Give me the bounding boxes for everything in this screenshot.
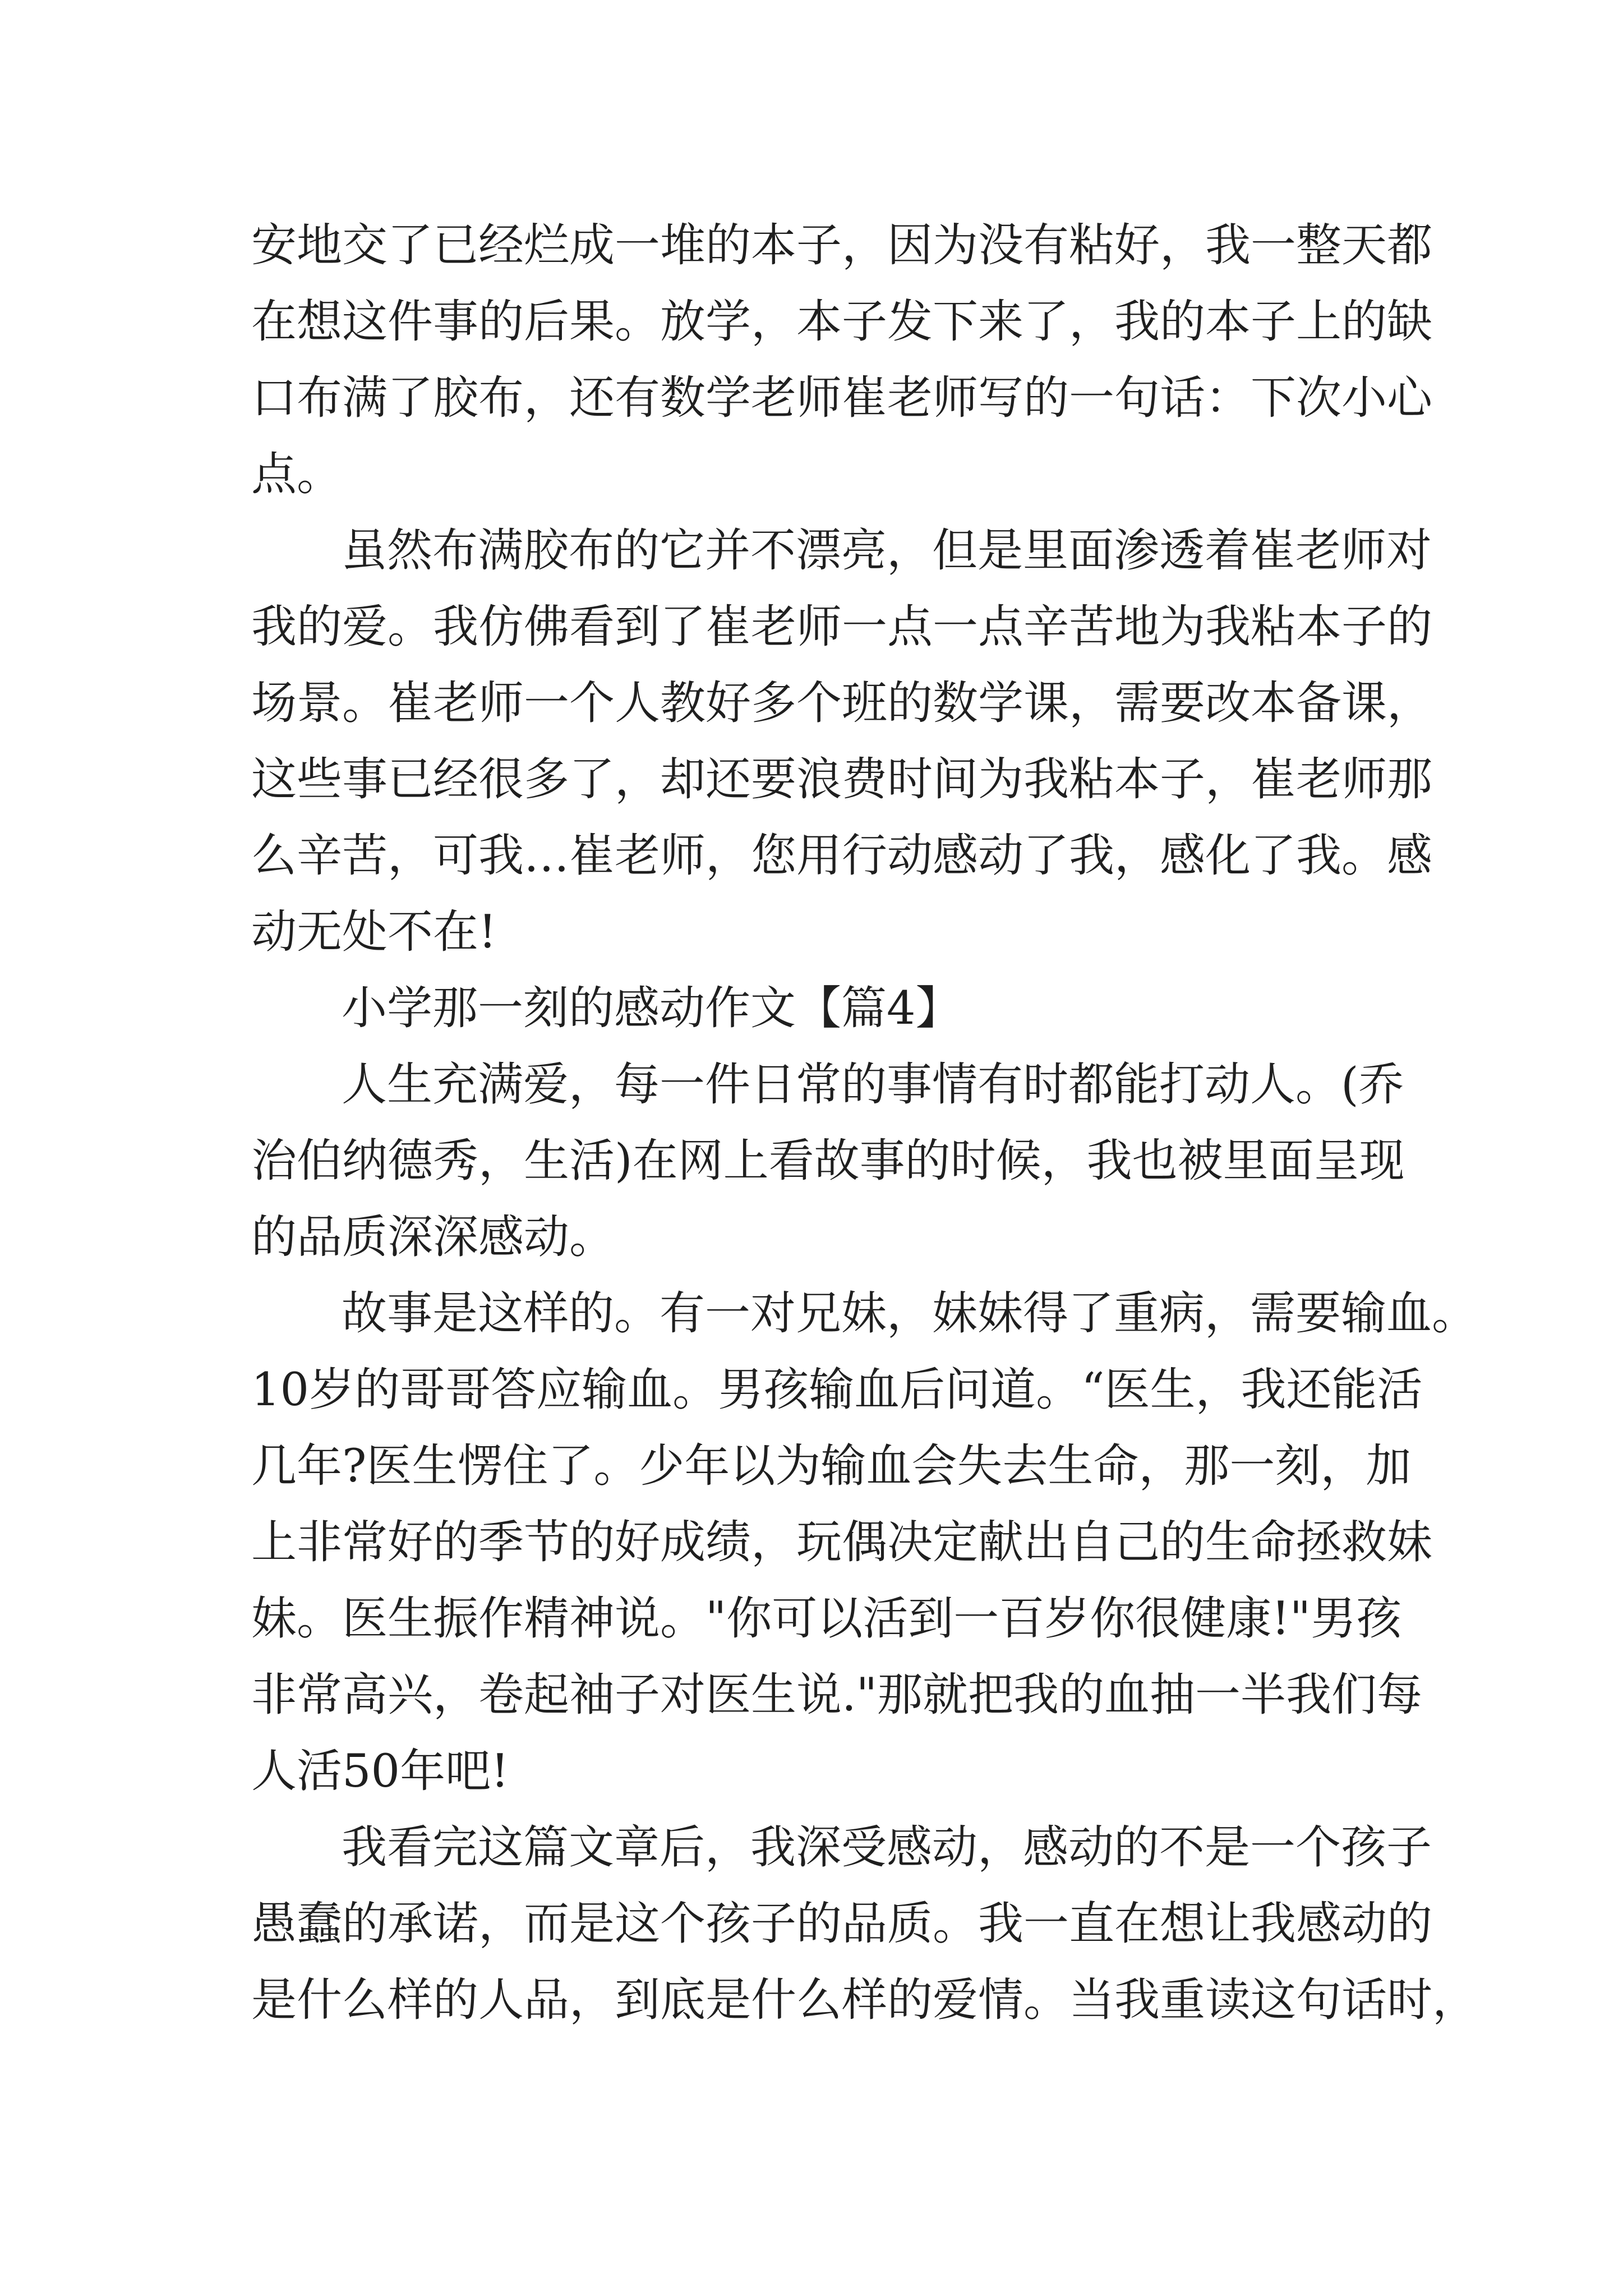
text-line: 这些事已经很多了，却还要浪费时间为我粘本子，崔老师那 [251,753,1433,806]
text-line: 么辛苦，可我…崔老师，您用行动感动了我，感化了我。感 [251,830,1433,882]
text-line: 妹。医生振作精神说。"你可以活到一百岁你很健康!"男孩 [251,1593,1402,1645]
section-heading: 小学那一刻的感动作文【篇4】 [342,982,961,1035]
text-line: 愚蠢的承诺，而是这个孩子的品质。我一直在想让我感动的 [251,1898,1433,1950]
text-line: 人活50年吧! [251,1745,509,1798]
text-line: 是什么样的人品，到底是什么样的爱情。当我重读这句话时， [251,1974,1478,2027]
text-line: 故事是这样的。有一对兄妹，妹妹得了重病，需要输血。 [342,1287,1478,1340]
text-line: 在想这件事的后果。放学，本子发下来了，我的本子上的缺 [251,296,1433,348]
text-line: 几年?医生愣住了。少年以为输血会失去生命，那一刻，加 [251,1440,1412,1493]
text-line: 人生充满爱，每一件日常的事情有时都能打动人。(乔 [342,1059,1404,1111]
text-line: 虽然布满胶布的它并不漂亮，但是里面渗透着崔老师对 [342,524,1432,577]
text-line: 10岁的哥哥答应输血。男孩输血后问道。“医生，我还能活 [251,1364,1423,1416]
text-line: 动无处不在! [251,906,497,959]
text-line: 口布满了胶布，还有数学老师崔老师写的一句话：下次小心 [251,372,1433,425]
text-line: 场景。崔老师一个人教好多个班的数学课，需要改本备课， [251,677,1433,730]
text-line: 我的爱。我仿佛看到了崔老师一点一点辛苦地为我粘本子的 [251,601,1433,654]
text-line: 非常高兴，卷起袖子对医生说."那就把我的血抽一半我们每 [251,1669,1423,1722]
text-line: 治伯纳德秀，生活)在网上看故事的时候，我也被里面呈现 [251,1135,1405,1188]
text-line: 点。 [251,448,343,501]
text-line: 的品质深深感动。 [251,1211,615,1264]
text-line: 上非常好的季节的好成绩，玩偶决定献出自己的生命拯救妹 [251,1516,1433,1569]
text-line: 安地交了已经烂成一堆的本子，因为没有粘好，我一整天都 [251,219,1433,272]
text-line: 我看完这篇文章后，我深受感动，感动的不是一个孩子 [342,1821,1432,1874]
